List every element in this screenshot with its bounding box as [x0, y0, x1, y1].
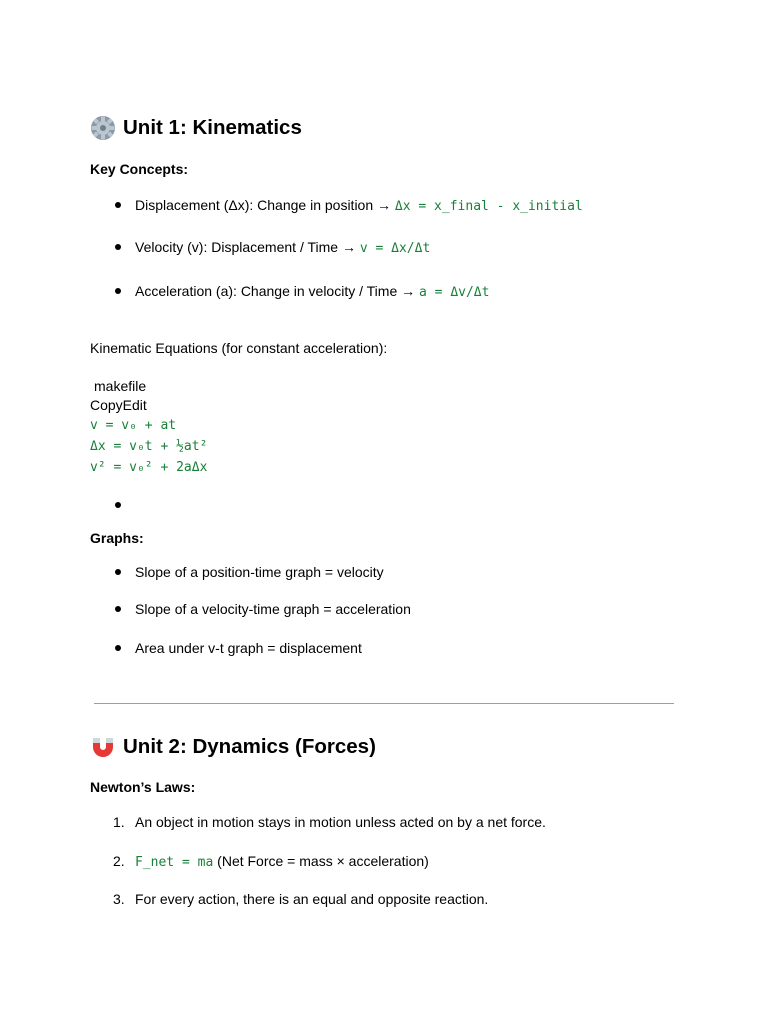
bullet-dot — [115, 569, 121, 575]
empty-bullet-dot — [115, 502, 121, 508]
concept-item-acceleration — [135, 283, 489, 300]
unit1-heading — [90, 115, 302, 141]
copy-edit-button[interactable]: CopyEdit — [90, 397, 147, 413]
concept-text: Displacement (Δx): Change in position → — [135, 197, 392, 213]
law-number: 1. — [113, 814, 125, 830]
concept-text: Acceleration (a): Change in velocity / Time → — [135, 283, 416, 299]
code-line: Δx = v₀t + ½at² — [90, 439, 208, 454]
equations-label: Kinematic Equations (for constant acceleration): — [90, 340, 388, 356]
unit2-heading — [90, 734, 376, 760]
key-concepts-label: Key Concepts: — [90, 161, 189, 177]
law-item-second — [135, 853, 429, 870]
bullet-dot — [115, 244, 121, 250]
law-number: 3. — [113, 891, 125, 907]
graph-item: Slope of a position-time graph = velocity — [135, 564, 384, 580]
law-formula: F_net = ma — [135, 855, 214, 870]
graph-item: Area under v-t graph = displacement — [135, 640, 362, 656]
code-language-label: makefile — [94, 378, 147, 394]
bullet-dot — [115, 645, 121, 651]
bullet-dot — [115, 288, 121, 294]
graph-item: Slope of a velocity-time graph = acceleration — [135, 601, 411, 617]
code-line: v² = v₀² + 2aΔx — [90, 460, 208, 475]
bullet-dot — [115, 202, 121, 208]
law-text: (Net Force = mass × acceleration) — [213, 853, 429, 869]
law-item-first: An object in motion stays in motion unless acted on by a net force. — [135, 814, 546, 830]
newtons-laws-label: Newton’s Laws: — [90, 779, 196, 795]
concept-item-velocity — [135, 239, 430, 256]
gear-icon — [90, 115, 116, 141]
concept-formula: v = Δx/Δt — [359, 241, 431, 256]
law-number: 2. — [113, 853, 125, 869]
bullet-dot — [115, 606, 121, 612]
graphs-label: Graphs: — [90, 530, 144, 546]
unit2-title: Unit 2: Dynamics (Forces) — [123, 735, 376, 758]
concept-formula: Δx = x_final - x_initial — [394, 199, 583, 214]
law-item-third: For every action, there is an equal and opposite reaction. — [135, 891, 489, 907]
concept-item-displacement — [135, 197, 583, 214]
magnet-icon — [90, 734, 116, 760]
code-line: v = v₀ + at — [90, 418, 177, 433]
concept-formula: a = Δv/Δt — [419, 285, 490, 300]
unit1-title: Unit 1: Kinematics — [123, 116, 302, 139]
concept-text: Velocity (v): Displacement / Time → — [135, 239, 356, 255]
section-divider — [94, 703, 674, 704]
